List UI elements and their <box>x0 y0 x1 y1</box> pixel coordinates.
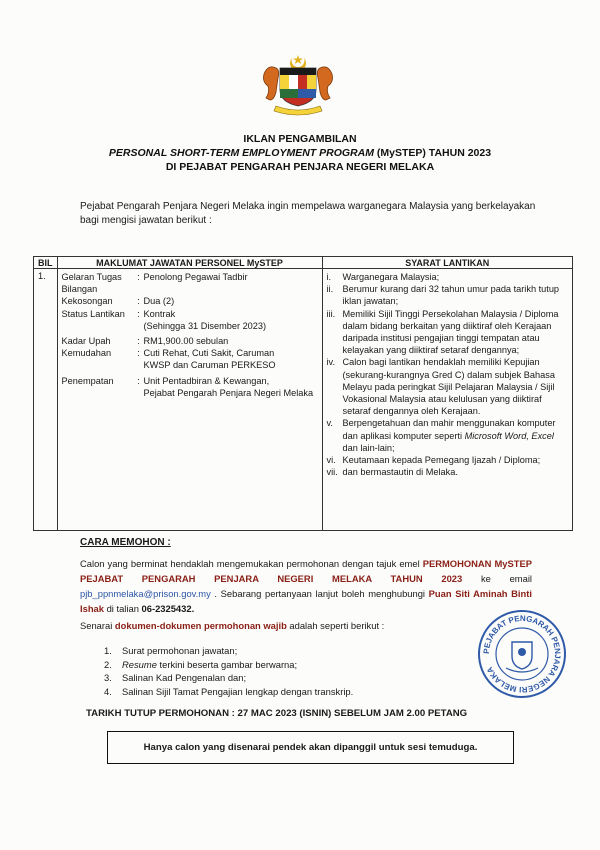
stamp-text: PEJABAT PENGARAH PENJARA NEGERI MELAKA <box>481 613 563 695</box>
label-kadar: Kadar Upah <box>61 336 111 347</box>
label-kemudahan: Kemudahan <box>61 348 112 359</box>
contact-name: Puan Siti Aminah Binti Ishak <box>80 588 532 614</box>
list-item: iii. Memiliki Sijil Tinggi Persekolahan Malaysia / Diploma dalam bidang berkaitan yang diiktiraf oleh Kerajaan daripada institusi pengajian tinggi tempatan atau kelayakan yang diiktiraf setaraf dengannya; <box>326 308 559 356</box>
list-item: 3. Salinan Kad Pengenalan dan; <box>104 672 247 684</box>
program-title-rest: (MySTEP) TAHUN 2023 <box>373 147 492 159</box>
email-subject: PERMOHONAN MySTEP PEJABAT PENGARAH PENJARA NEGERI MELAKA TAHUN 2023 <box>80 558 532 584</box>
list-item: iv. Calon bagi lantikan hendaklah memiliki Kepujian (sekurang-kurangnya Gred C) dalam subjek Bahasa Melayu pada peringkat Sijil Pelajaran Malaysia / Sijil Vokasional Malaysia atau kelulusan yang diiktiraf setaraf dengannya oleh Kerajaan. <box>326 357 555 417</box>
cell-bil: 1. <box>34 269 58 531</box>
cara-memohon-heading: CARA MEMOHON : <box>80 537 171 548</box>
value-penempatan-2: Pejabat Pengarah Penjara Negeri Melaka <box>143 387 314 398</box>
program-title-italic: PERSONAL SHORT-TERM EMPLOYMENT PROGRAM <box>108 147 374 159</box>
value-kekosongan: Dua (2) <box>143 296 175 307</box>
shortlist-notice: Hanya calon yang disenarai pendek akan dipanggil untuk sesi temuduga. <box>107 731 514 764</box>
header-bil: BIL <box>34 257 58 269</box>
value-kadar: RM1,900.00 sebulan <box>143 336 229 347</box>
closing-date: TARIKH TUTUP PERMOHONAN : 27 MAC 2023 (ISNIN) SEBELUM JAM 2.00 PETANG <box>86 708 468 719</box>
label-kekosongan: Kekosongan <box>61 296 113 307</box>
list-item: v. Berpengetahuan dan mahir menggunakan komputer dan aplikasi komputer seperti Microsoft Word, Excel dan lain-lain; <box>326 418 556 453</box>
documents-intro: Senarai dokumen-dokumen permohonan wajib adalah seperti berikut : <box>80 620 385 631</box>
label-bilangan: Bilangan <box>61 284 98 295</box>
intro-paragraph: Pejabat Pengarah Penjara Negeri Melaka ingin mempelawa warganegara Malaysia yang berkelayakan bagi mengisi jawatan berikut : <box>80 201 536 226</box>
documents-list <box>104 644 424 698</box>
table-row <box>34 269 573 531</box>
list-item: vii. dan bermastautin di Melaka. <box>326 467 458 478</box>
header-maklumat: MAKLUMAT JAWATAN PERSONEL MySTEP <box>57 257 322 269</box>
value-status-note: (Sehingga 31 Disember 2023) <box>143 320 267 331</box>
list-item: 4. Salinan Sijil Tamat Pengajian lengkap dengan transkrip. <box>104 685 354 697</box>
program-title <box>0 147 600 159</box>
value-penempatan: Unit Pentadbiran & Kewangan, <box>143 375 270 386</box>
cell-maklumat: Gelaran Tugas : Penolong Pegawai Tadbir Bilangan Kekosongan : Dua (2) Status Lantikan : Kontrak (Sehingga 31 Disember 2023) Kadar Upah : RM1,900.00 sebulan Kemudahan : Cuti Rehat, Cuti Sakit, Caruman KWSP dan Caruman PERKESO Penempatan : Unit Pentadbiran & Kewangan, Pejabat Pengarah Penjara Negeri Melaka <box>57 269 322 531</box>
cell-syarat <box>322 269 573 531</box>
list-item: i. Warganegara Malaysia; <box>326 272 440 282</box>
list-item: 2. Resume terkini beserta gambar berwarna; <box>104 658 298 670</box>
contact-phone: 06-2325432. <box>141 603 195 614</box>
coat-of-arms-icon <box>258 52 338 116</box>
value-status: Kontrak <box>143 308 176 319</box>
office-title: DI PEJABAT PENGARAH PENJARA NEGERI MELAKA <box>165 161 435 173</box>
ad-title: IKLAN PENGAMBILAN <box>243 133 357 145</box>
value-kemudahan-2: KWSP dan Caruman PERKESO <box>143 360 276 371</box>
label-status: Status Lantikan <box>61 308 125 319</box>
header-syarat: SYARAT LANTIKAN <box>322 257 573 269</box>
value-kemudahan: Cuti Rehat, Cuti Sakit, Caruman <box>143 348 275 359</box>
official-stamp-icon <box>476 608 568 700</box>
list-item: ii. Berumur kurang dari 32 tahun umur pada tarikh tutup iklan jawatan; <box>326 284 560 307</box>
list-item: 1. Surat permohonan jawatan; <box>104 645 238 656</box>
table-header-row <box>34 257 573 269</box>
email-link[interactable]: pjb_ppnmelaka@prison.gov.my <box>80 588 211 599</box>
value-gelaran: Penolong Pegawai Tadbir <box>143 272 248 282</box>
label-gelaran: Gelaran Tugas <box>61 272 122 282</box>
application-paragraph: Calon yang berminat hendaklah mengemukakan permohonan dengan tajuk emel PERMOHONAN MySTEP PEJABAT PENGARAH PENJARA NEGERI MELAKA TAHUN 2023 ke email pjb_ppnmelaka@prison.gov.my . Sebarang pertanyaan lanjut boleh menghubungi Puan Siti Aminah Binti Ishak di talian 06-2325432. <box>80 558 532 614</box>
job-table <box>33 256 573 531</box>
list-item: vi. Keutamaan kepada Pemegang Ijazah / Diploma; <box>326 455 541 466</box>
label-penempatan: Penempatan <box>61 375 114 386</box>
